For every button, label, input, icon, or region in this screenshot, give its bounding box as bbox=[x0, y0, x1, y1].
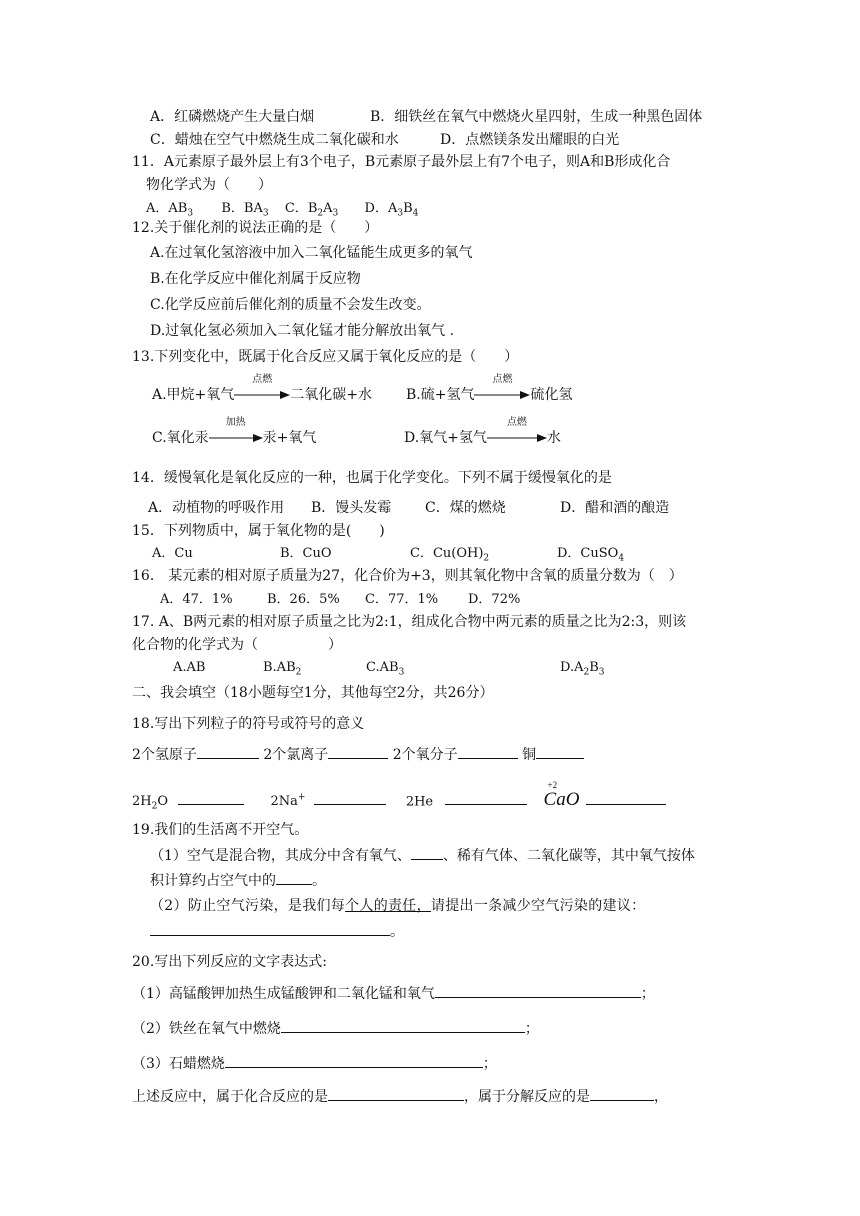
symbol-2h2o: $2H_2O$ bbox=[132, 794, 169, 812]
answer-blank[interactable] bbox=[328, 1086, 464, 1101]
q19-part2-line2: 。 bbox=[150, 921, 404, 942]
answer-blank[interactable] bbox=[281, 1018, 525, 1033]
reaction-condition: 点燃 bbox=[492, 374, 513, 385]
q15-stem: 15．下列物质中，属于氧化物的是( ) bbox=[132, 523, 385, 539]
answer-blank[interactable] bbox=[328, 744, 388, 759]
arrow-right-icon bbox=[209, 433, 263, 443]
q17-stem-line1: 17. A、B两元素的相对原子质量之比为2:1，组成化合物中两元素的质量之比为2:3，则该 bbox=[132, 614, 687, 630]
q20-reaction-types: 上述反应中，属于化合反应的是 ，属于分解反应的是 ， bbox=[132, 1086, 668, 1107]
answer-blank[interactable] bbox=[276, 870, 312, 885]
symbol-2na: 2Na+ bbox=[270, 793, 306, 810]
q15-option-b: B．CuO bbox=[280, 546, 332, 561]
q20-reaction-1: （1）高锰酸钾加热生成锰酸钾和二氧化锰和氧气 ； bbox=[132, 983, 655, 1004]
q12-option-d: D.过氧化氢必须加入二氧化锰才能分解放出氧气 . bbox=[150, 323, 455, 339]
answer-blank[interactable] bbox=[458, 744, 518, 759]
reaction-condition: 点燃 bbox=[506, 417, 527, 428]
q19-part1-line2: 积计算约占空气中的 。 bbox=[150, 870, 326, 891]
q10-option-a: A．红磷燃烧产生大量白烟 bbox=[150, 109, 315, 125]
q17-option-b: $B.AB_2$ bbox=[263, 660, 302, 678]
q14-option-c: C．煤的燃烧 bbox=[425, 500, 506, 516]
reaction-condition: 加热 bbox=[225, 417, 246, 428]
q13-option-b: B.硫+氢气 点燃 硫化氢 bbox=[406, 374, 573, 403]
q14-stem: 14．缓慢氧化是氧化反应的一种，也属于化学变化。下列不属于缓慢氧化的是 bbox=[132, 470, 612, 486]
q17-option-d: $D.A_2B_3$ bbox=[560, 660, 605, 678]
q18-row1: 2个氢原子 2个氯离子 2个氧分子 铜 bbox=[132, 744, 584, 765]
q16-option-b: B．26．5% bbox=[267, 592, 340, 607]
arrow-right-icon bbox=[474, 390, 530, 400]
section-heading: 二、我会填空（18小题每空1分，其他每空2分，共26分） bbox=[132, 685, 494, 701]
q17-option-c: $C.AB_3$ bbox=[366, 660, 405, 678]
q20-reaction-3: （3）石蜡燃烧 ； bbox=[132, 1053, 497, 1074]
q20-stem: 20.写出下列反应的文字表达式: bbox=[132, 954, 327, 970]
q19-part1-line1: （1）空气是混合物，其成分中含有氧气、 、稀有气体、二氧化碳等，其中氧气按体 bbox=[150, 845, 695, 866]
answer-blank[interactable] bbox=[197, 744, 259, 759]
q16-option-c: C．77．1% bbox=[365, 592, 439, 607]
q19-part2-line1: （2）防止空气污染，是我们每个人的责任，请提出一条减少空气污染的建议： bbox=[150, 898, 646, 914]
answer-blank[interactable] bbox=[150, 921, 390, 936]
q12-option-a: A.在过氧化氢溶液中加入二氧化锰能生成更多的氧气 bbox=[150, 245, 473, 261]
q12-option-c: C.化学反应前后催化剂的质量不会发生改变。 bbox=[150, 297, 431, 313]
q19-stem: 19.我们的生活离不开空气。 bbox=[132, 822, 309, 838]
q16-option-d: D．72% bbox=[468, 592, 521, 607]
q16-option-a: A．47．1% bbox=[160, 592, 233, 607]
q11-option-c: C．$B_2A_3$ bbox=[284, 201, 339, 219]
q14-option-b: B．馒头发霉 bbox=[311, 500, 392, 516]
answer-blank[interactable] bbox=[314, 790, 386, 805]
answer-blank[interactable] bbox=[411, 845, 443, 860]
q11-option-d: D．$A_3B_4$ bbox=[364, 201, 419, 219]
q11-stem-line1: 11．A元素原子最外层上有3个电子，B元素原子最外层上有7个电子，则A和B形成化合 bbox=[132, 154, 671, 170]
q13-option-c: C.氧化汞 加热 汞+氧气 bbox=[152, 417, 317, 446]
reaction-arrow bbox=[234, 374, 290, 405]
answer-blank[interactable] bbox=[445, 790, 527, 805]
answer-blank[interactable] bbox=[225, 1053, 483, 1068]
q11-option-a: A．$AB_3$ bbox=[146, 201, 194, 219]
q15-option-a: A．Cu bbox=[152, 546, 193, 561]
answer-blank[interactable] bbox=[435, 983, 641, 998]
q10-option-b: B．细铁丝在氧气中燃烧火星四射，生成一种黑色固体 bbox=[370, 109, 703, 125]
symbol-cao: +2 CaO bbox=[543, 780, 580, 811]
reaction-arrow bbox=[209, 417, 263, 448]
reaction-arrow bbox=[487, 417, 547, 448]
q13-option-d: D.氧气+氢气 点燃 水 bbox=[404, 417, 561, 446]
q17-stem-line2: 化合物的化学式为（ ） bbox=[132, 637, 342, 653]
q17-option-a: A.AB bbox=[173, 660, 206, 675]
q13-option-a: A.甲烷+氧气 点燃 二氧化碳+水 bbox=[152, 374, 373, 403]
q11-stem-line2: 物化学式为（ ） bbox=[146, 177, 272, 193]
q18-stem: 18.写出下列粒子的符号或符号的意义 bbox=[132, 716, 365, 732]
q15-option-d: D．CuSO$_4$ bbox=[557, 546, 625, 564]
q14-option-d: D．醋和酒的酿造 bbox=[560, 500, 670, 516]
reaction-condition: 点燃 bbox=[252, 374, 273, 385]
q12-stem: 12.关于催化剂的说法正确的是（ ） bbox=[132, 220, 379, 236]
answer-blank[interactable] bbox=[178, 790, 244, 805]
q10-option-c: C．蜡烛在空气中燃烧生成二氧化碳和水 bbox=[150, 132, 399, 148]
arrow-right-icon bbox=[487, 433, 547, 443]
q11-option-b: B．$BA_3$ bbox=[221, 201, 269, 219]
symbol-2he: 2He bbox=[405, 794, 434, 810]
q18-row2 bbox=[132, 780, 666, 817]
arrow-right-icon bbox=[234, 390, 290, 400]
q10-option-d: D．点燃镁条发出耀眼的白光 bbox=[440, 132, 620, 148]
q16-stem: 16． 某元素的相对原子质量为27，化合价为+3，则其氧化物中含氧的质量分数为（ ） bbox=[132, 568, 683, 584]
q12-option-b: B.在化学反应中催化剂属于反应物 bbox=[150, 271, 361, 287]
q15-option-c: C．$Cu(OH)_2$ bbox=[410, 546, 490, 564]
answer-blank[interactable] bbox=[590, 1086, 654, 1101]
q20-reaction-2: （2）铁丝在氧气中燃烧 ； bbox=[132, 1018, 539, 1039]
answer-blank[interactable] bbox=[536, 744, 584, 759]
q14-option-a: A．动植物的呼吸作用 bbox=[148, 500, 285, 516]
q13-stem: 13.下列变化中，既属于化合反应又属于氧化反应的是（ ） bbox=[132, 349, 519, 365]
reaction-arrow bbox=[474, 374, 530, 405]
answer-blank[interactable] bbox=[586, 790, 666, 805]
